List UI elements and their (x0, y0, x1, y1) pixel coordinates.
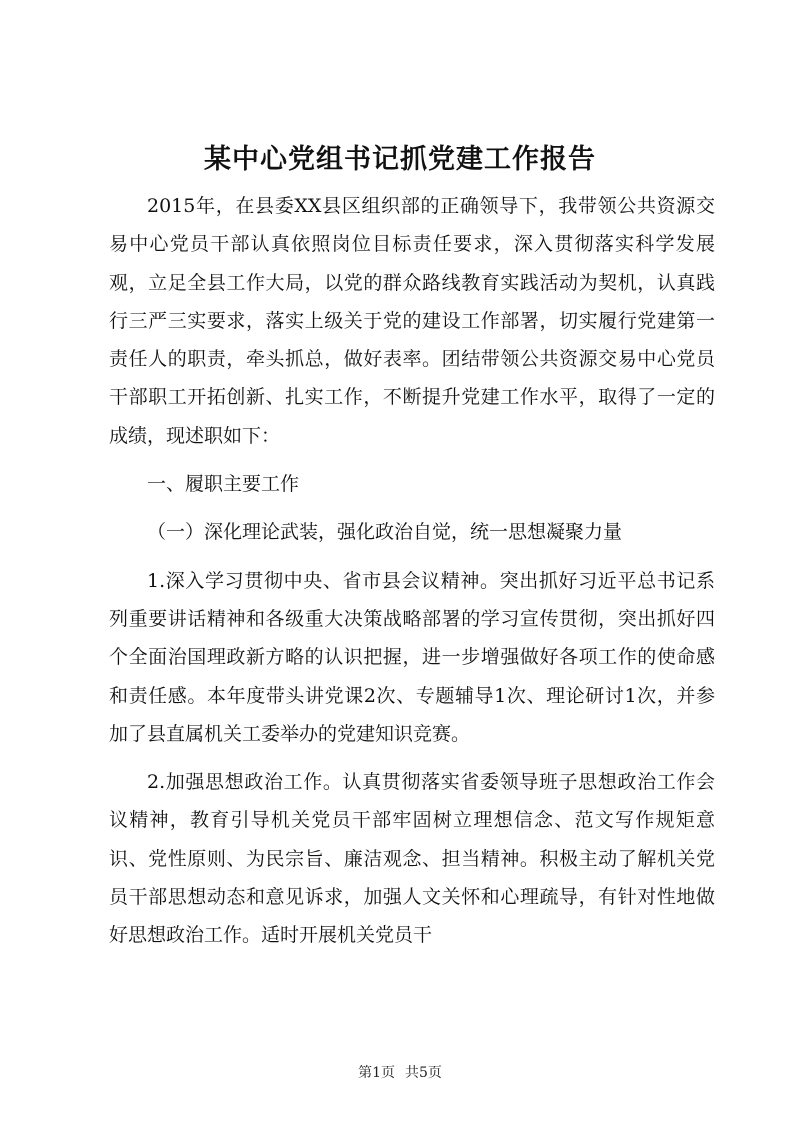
item-2-paragraph: 2.加强思想政治工作。认真贯彻落实省委领导班子思想政治工作会议精神，教育引导机关党员干部牢固树立理想信念、范文写作规矩意识、党性原则、为民宗旨、廉洁观念、担当精神。积极主动了解机关党员干部思想动态和意见诉求，加强人文关怀和心理疏导，有针对性地做好思想政治工作。适时开展机关党员干 (109, 771, 715, 947)
section-heading: 一、履职主要工作 (147, 473, 300, 496)
item-1-paragraph: 1.深入学习贯彻中央、省市县会议精神。突出抓好习近平总书记系列重要讲话精神和各级重大决策战略部署的学习宣传贯彻，突出抓好四个全面治国理政新方略的认识把握，进一步增强做好各项工作的使命感和责任感。本年度带头讲党课2次、专题辅导1次、理论研讨1次，并参加了县直属机关工委举办的党建知识竞赛。 (109, 569, 715, 745)
page-footer (0, 1063, 800, 1083)
page-number: 第1页 (358, 1065, 395, 1081)
document-title: 某中心党组书记抓党建工作报告 (204, 144, 596, 175)
page-total: 共5页 (405, 1065, 442, 1081)
document-body (109, 187, 715, 955)
subsection-heading: （一）深化理论武装，强化政治自觉，统一思想凝聚力量 (147, 521, 623, 544)
intro-paragraph: 2015年，在县委XX县区组织部的正确领导下，我带领公共资源交易中心党员干部认真依照岗位目标责任要求，深入贯彻落实科学发展观，立足全县工作大局，以党的群众路线教育实践活动为契机，认真践行三严三实要求，落实上级关于党的建设工作部署，切实履行党建第一责任人的职责，牵头抓总，做好表率。团结带领公共资源交易中心党员干部职工开拓创新、扎实工作，不断提升党建工作水平，取得了一定的成绩，现述职如下： (109, 195, 715, 447)
